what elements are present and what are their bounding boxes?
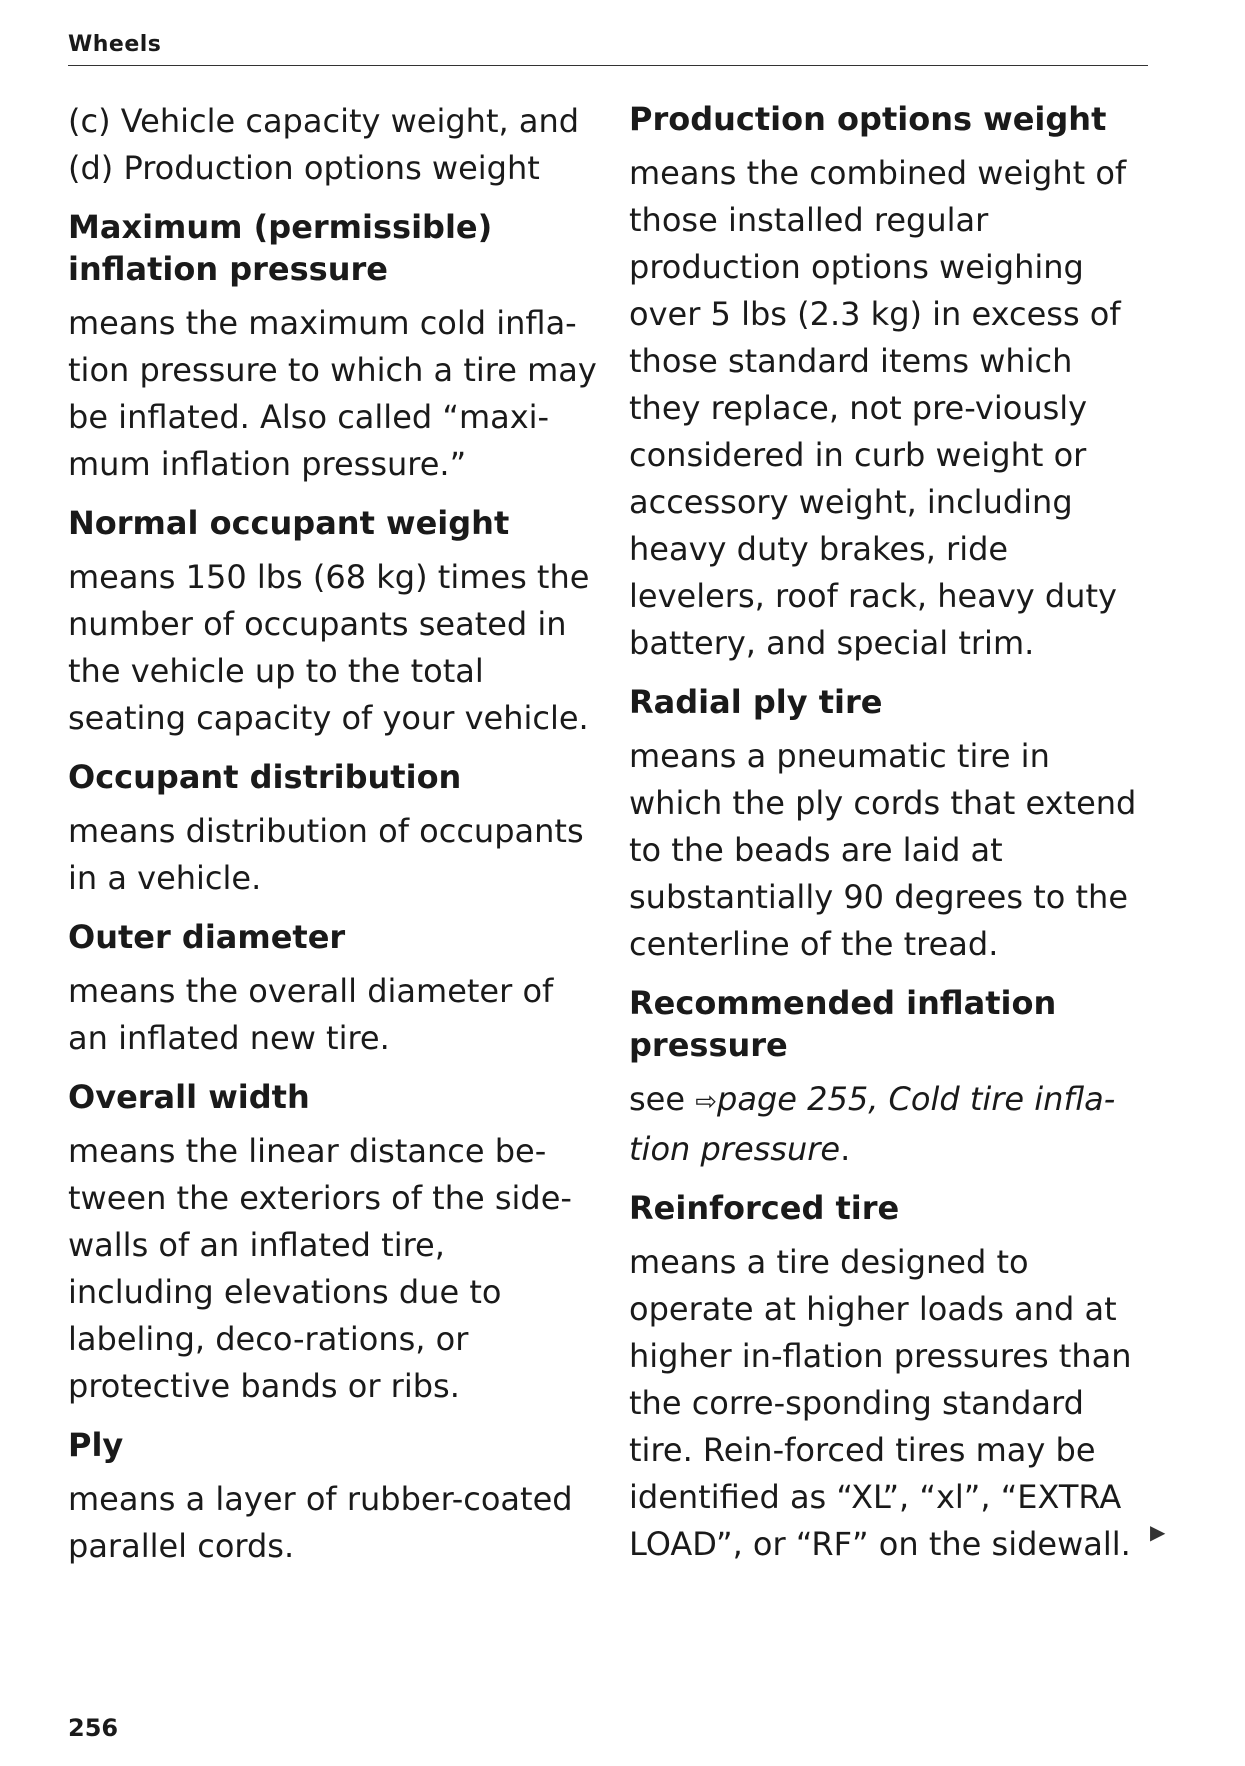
definition-ply: means a layer of rubber-coated parallel cords. [68,1480,573,1565]
term-recommended-inflation-pressure: Recommended inflation pressure [629,984,1057,1064]
intro-item: (c) Vehicle capacity weight, and [68,102,580,140]
cross-reference-link[interactable]: page 255, Cold tire infla-tion pressure [629,1080,1116,1168]
term-outer-diameter: Outer diameter [68,918,346,956]
definition-recommended-inflation-pressure [629,1076,1149,1173]
term-occupant-distribution: Occupant distribution [68,758,462,796]
term-reinforced-tire: Reinforced tire [629,1189,900,1227]
right-column [629,98,1149,1576]
definition-occupant-distribution: means distribution of occupants in a vehicle. [68,812,584,897]
cross-reference-arrow-icon: ⇨ [695,1087,718,1117]
left-column [68,98,598,1578]
definition-radial-ply-tire: means a pneumatic tire in which the ply cords that extend to the beads are laid at substantially 90 degrees to the centerline of the tread. [629,737,1137,963]
definition-normal-occupant-weight: means 150 lbs (68 kg) times the number of occupants seated in the vehicle up to the total seating capacity of your vehicle. [68,558,590,737]
definition-overall-width: means the linear distance be-tween the exteriors of the side-walls of an inflated tire, including elevations due to labeling, deco-rations, or protective bands or ribs. [68,1132,572,1405]
definition-outer-diameter: means the overall diameter of an inflated new tire. [68,972,554,1057]
term-radial-ply-tire: Radial ply tire [629,683,883,721]
cross-reference-period: . [840,1130,851,1168]
definition-maximum-inflation-pressure: means the maximum cold infla-tion pressure to which a tire may be inflated. Also called “maxi-mum inflation pressure.” [68,304,597,483]
term-overall-width: Overall width [68,1078,310,1116]
section-header: Wheels [68,32,1148,66]
definition-production-options-weight: means the combined weight of those installed regular production options weighing over 5 lbs (2.3 kg) in excess of those standard items which they replace, not pre-viously considered in curb weight or accessory weight, including heavy duty brakes, ride levelers, roof rack, heavy duty battery, and special trim. [629,154,1127,662]
term-production-options-weight: Production options weight [629,100,1107,138]
term-maximum-inflation-pressure: Maximum (permissible) inflation pressure [68,208,493,288]
term-ply: Ply [68,1426,124,1464]
see-text: see [629,1080,686,1118]
intro-list [68,98,598,192]
intro-item: (d) Production options weight [68,149,540,187]
term-normal-occupant-weight: Normal occupant weight [68,504,510,542]
page-number: 256 [68,1714,119,1742]
continue-arrow-icon: ▶ [1150,1520,1166,1544]
definition-reinforced-tire: means a tire designed to operate at higher loads and at higher in-flation pressures than the corre-sponding standard tire. Rein-forced tires may be identified as “XL”, “xl”, “EXTRA LOAD”, or “RF” on the sidewall. [629,1243,1132,1563]
